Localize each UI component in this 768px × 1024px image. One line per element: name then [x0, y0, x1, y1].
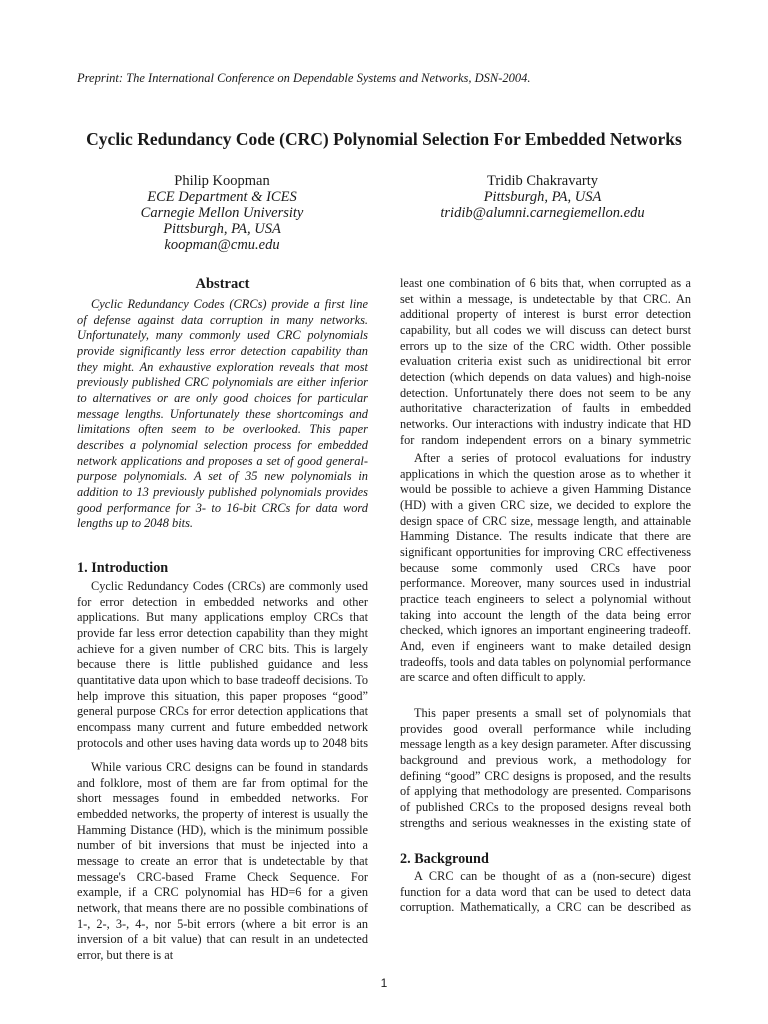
author-location: Pittsburgh, PA, USA: [163, 221, 281, 237]
body-paragraph: A CRC can be thought of as a (non-secure) digest function for a data word that can be used to detect data corruption. Mathematically, a CRC can be described as: [400, 869, 691, 915]
page-number: 1: [380, 976, 388, 990]
author-block-1: [77, 173, 367, 253]
author-affiliation: ECE Department & ICES: [147, 189, 297, 205]
author-location: Pittsburgh, PA, USA: [483, 189, 602, 205]
author-email: koopman@cmu.edu: [164, 237, 280, 253]
section-heading-introduction: 1. Introduction: [77, 560, 169, 576]
preprint-note: Preprint: The International Conference on Dependable Systems and Networks, DSN-2004.: [77, 71, 531, 85]
body-paragraph: While various CRC designs can be found in standards and folklore, most of them are far from optimal for the short messages found in embedded networks. For embedded networks, the property of interest is usually the Hamming Distance (HD), which is the minimum possible number of bit inversions that must be injected into a message to create an error that is undetectable by that message's CRC-based Frame Check Sequence. For example, if a CRC polynomial has HD=6 for a given network, that means there are no possible combinations of 1-, 2-, 3-, 4-, nor 5-bit errors (where a bit error is an inversion of a bit value) that can result in an undetected error, but there is at: [77, 760, 368, 962]
body-paragraph: least one combination of 6 bits that, when corrupted as a set within a message, is undetectable by that CRC. An additional property of interest is burst error detection capability, but all codes we will discuss can detect burst errors up to the size of the CRC width. Other possible evaluation criteria exist such as unidirectional bit error detection (which depends on data values) and high-noise detection. Unfortunately there does not seem to be any authoritative characterization of faults in embedded networks. Our interactions with industry indicate that HD for random independent errors on a binary symmetric: [400, 276, 691, 447]
left-column: [77, 276, 368, 964]
author-name: Tridib Chakravarty: [486, 173, 599, 189]
author-affiliation: Carnegie Mellon University: [140, 205, 304, 221]
abstract-text: Cyclic Redundancy Codes (CRCs) provide a first line of defense against data corruption in many networks. Unfortunately, many commonly used CRC polynomials provide significantly less error detection capability than they might. An exhaustive exploration reveals that most previously published CRC polynomials are either inferior to alternatives or are only good choices for particular message lengths. Unfortunately these shortcomings and limitations often seem to be overlooked. This paper describes a polynomial selection process for embedded network applications and proposes a set of good general-purpose polynomials. A set of 35 new polynomials in addition to 13 previously published polynomials provides good performance for 3- to 16-bit CRCs for data word lengths up to 2048 bits.: [77, 297, 368, 531]
author-block-2: [395, 173, 690, 221]
body-paragraph: After a series of protocol evaluations for industry applications in which the question arose as to whether it would be possible to achieve a given Hamming Distance (HD) with a given CRC size, we decided to explore the design space of CRC size, message length, and attainable Hamming Distance. The results indicate that there are significant opportunities for improving CRC effectiveness because some commonly used CRCs have poor performance. Moreover, many sources used in industrial practice teach engineers to select a polynomial without taking into account the length of the data being error checked, which ignores an important engineering tradeoff. And, even if engineers want to make detailed design tradeoffs, tools and data tables on polynomial performance are scarce and often difficult to apply.: [400, 451, 691, 685]
author-name: Philip Koopman: [174, 173, 270, 189]
section-heading-background: 2. Background: [400, 851, 489, 867]
author-email: tridib@alumni.carnegiemellon.edu: [440, 205, 645, 221]
right-column: [400, 276, 691, 916]
body-paragraph: This paper presents a small set of polynomials that provides good overall performance while including message length as a key design parameter. After discussing background and previous work, a methodology for defining “good” CRC designs is proposed, and the results of applying that methodology are presented. Comparisons of published CRCs to the proposed designs reveal both strengths and serious weaknesses in the existing state of: [400, 706, 691, 830]
body-paragraph: Cyclic Redundancy Codes (CRCs) are commonly used for error detection in embedded networks and other applications. But many applications employ CRCs that provide far less error detection capability than they might achieve for a given number of CRC bits. This is largely because there is little published guidance and less quantitative data upon which to base tradeoff decisions. To help improve this situation, this paper proposes “good” general purpose CRCs for error detection applications that encompass many current and future embedded network protocols and other uses having data words up to 2048 bits: [77, 579, 368, 750]
abstract-heading: Abstract: [195, 276, 250, 292]
paper-title: Cyclic Redundancy Code (CRC) Polynomial Selection For Embedded Networks: [86, 129, 682, 149]
